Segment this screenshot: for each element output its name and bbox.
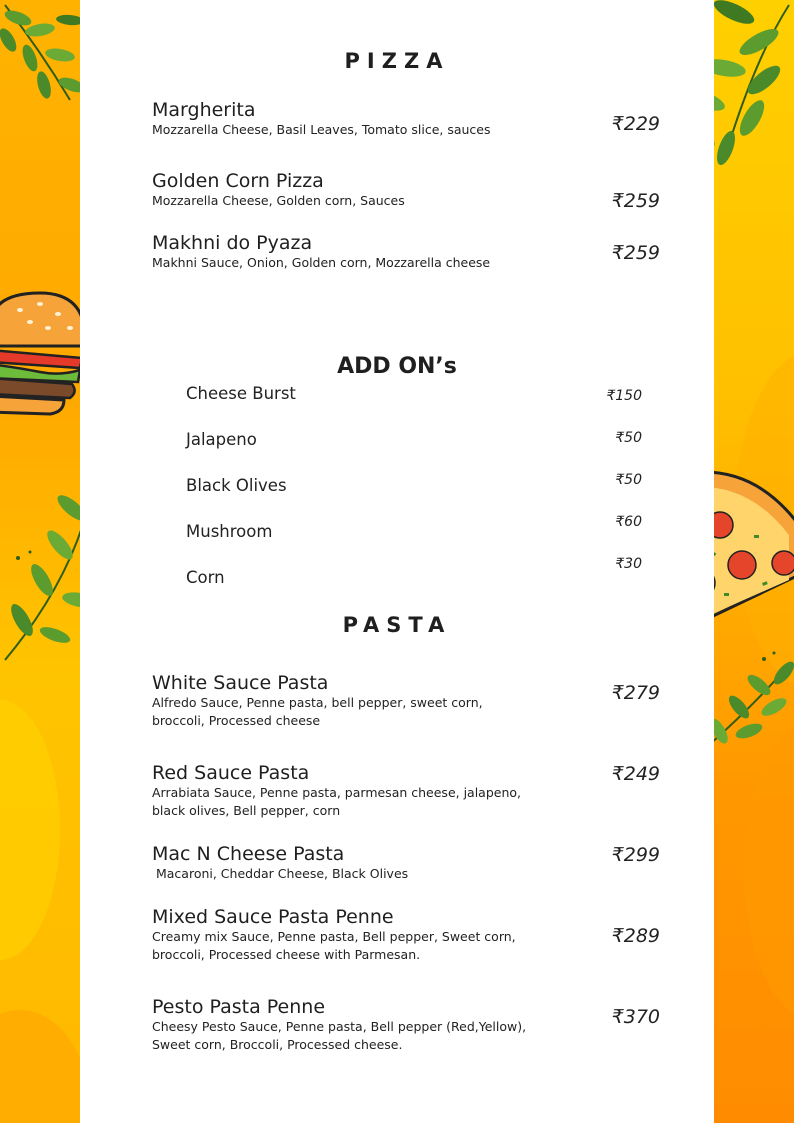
item-description: Mozzarella Cheese, Basil Leaves, Tomato slice, sauces (152, 122, 491, 137)
menu-item (152, 906, 552, 964)
addon-name: Black Olives (186, 476, 287, 495)
item-name: Mixed Sauce Pasta Penne (152, 906, 394, 928)
menu-item (152, 672, 552, 730)
item-name: White Sauce Pasta (152, 672, 329, 694)
item-description: Macaroni, Cheddar Cheese, Black Olives (152, 866, 409, 881)
addon-price: ₹150 (606, 388, 642, 404)
item-price: ₹229 (611, 113, 660, 135)
item-description: black olives, Bell pepper, corn (152, 803, 341, 818)
item-price: ₹370 (611, 1006, 660, 1028)
pasta-section-title: PASTA (342, 613, 452, 637)
item-name: Pesto Pasta Penne (152, 996, 326, 1018)
item-price: ₹299 (611, 844, 660, 866)
item-name: Mac N Cheese Pasta (152, 843, 345, 865)
menu-item (152, 762, 552, 820)
addon-price: ₹60 (615, 514, 642, 530)
addon-price: ₹50 (615, 430, 642, 446)
item-description: Sweet corn, Broccoli, Processed cheese. (152, 1037, 403, 1052)
addon-name: Jalapeno (186, 430, 257, 449)
item-description: Alfredo Sauce, Penne pasta, bell pepper, sweet corn, (152, 695, 483, 710)
item-name: Golden Corn Pizza (152, 170, 324, 192)
item-description: broccoli, Processed cheese with Parmesan. (152, 947, 421, 962)
item-description: Arrabiata Sauce, Penne pasta, parmesan cheese, jalapeno, (152, 785, 522, 800)
item-description: Creamy mix Sauce, Penne pasta, Bell pepper, Sweet corn, (152, 929, 516, 944)
item-description: Cheesy Pesto Sauce, Penne pasta, Bell pepper (Red,Yellow), (152, 1019, 527, 1034)
addon-name: Corn (186, 568, 225, 587)
addon-price: ₹30 (615, 556, 642, 572)
item-price: ₹259 (611, 242, 660, 264)
menu-item (152, 232, 552, 272)
item-price: ₹289 (611, 925, 660, 947)
menu-item (152, 99, 552, 139)
pizza-section-title: PIZZA (344, 49, 450, 73)
item-name: Margherita (152, 99, 256, 121)
menu-item (152, 996, 552, 1054)
menu-item (152, 170, 552, 210)
burger-icon (0, 288, 88, 418)
item-description: broccoli, Processed cheese (152, 713, 321, 728)
item-description: Mozzarella Cheese, Golden corn, Sauces (152, 193, 405, 208)
item-name: Makhni do Pyaza (152, 232, 313, 254)
menu-item (152, 843, 552, 883)
addons-section-title: ADD ON’s (337, 354, 457, 379)
item-price: ₹279 (611, 682, 660, 704)
leaf-branch-icon (704, 645, 794, 750)
item-description: Makhni Sauce, Onion, Golden corn, Mozzarella cheese (152, 255, 491, 270)
addon-price: ₹50 (615, 472, 642, 488)
menu-page (80, 0, 714, 1123)
leaf-branch-icon (0, 0, 92, 115)
addon-name: Cheese Burst (186, 384, 296, 403)
item-price: ₹259 (611, 190, 660, 212)
addon-name: Mushroom (186, 522, 273, 541)
item-price: ₹249 (611, 763, 660, 785)
item-name: Red Sauce Pasta (152, 762, 310, 784)
